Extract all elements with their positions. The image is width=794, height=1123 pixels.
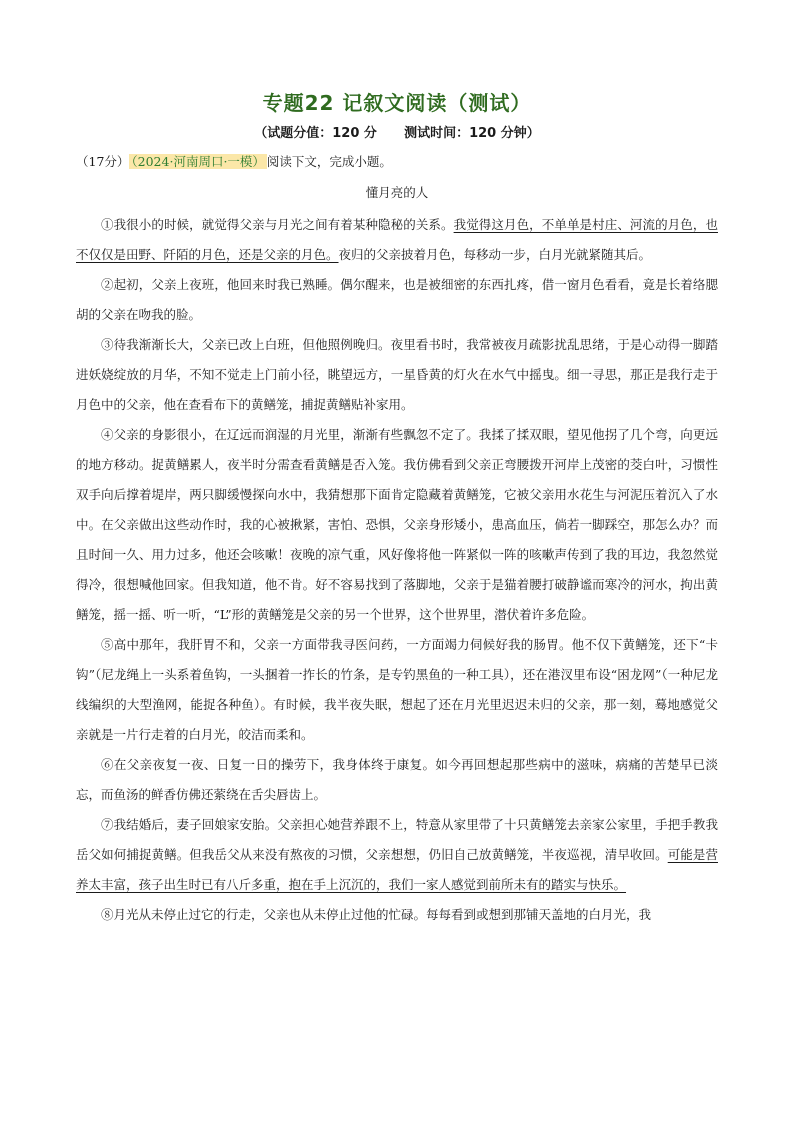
paragraph-7-text: ⑦我结婚后，妻子回娘家安胎。父亲担心她营养跟不上，特意从家里带了十只黄鳝笼去亲家公家里，手把手教我岳父如何捕捉黄鳝。但我岳父从来没有熬夜的习惯，父亲想想，仍旧自己放黄鳝笼，半夜巡视，清早收回。 bbox=[76, 817, 718, 862]
paragraph-8: ⑧月光从未停止过它的行走，父亲也从未停止过他的忙碌。每每看到或想到那铺天盖地的白月光，我 bbox=[101, 907, 652, 922]
document-title: 专题22 记叙文阅读（测试） bbox=[262, 91, 532, 115]
underlined-sentence: 我觉得这月色，不单单是村庄、河流的月色，也不仅仅是田野、阡陌的月色，还是父亲的月色。 bbox=[76, 217, 718, 262]
document-page bbox=[76, 88, 718, 930]
paragraph-4: ④父亲的身影很小，在辽远而润湿的月光里，渐渐有些飘忽不定了。我揉了揉双眼，望见他拐了几个弯，向更远的地方移动。捉黄鳝累人，夜半时分需查看黄鳝是否入笼。我仿佛看到父亲正弯腰拨开河岸上茂密的茭白叶，习惯性双手向后撑着堤岸，两只脚缓慢探向水中，我猜想那下面肯定隐藏着黄鳝笼，它被父亲用水花生与河泥压着沉入了水中。在父亲做出这些动作时，我的心被揪紧，害怕、恐惧，父亲身形矮小，患高血压，倘若一脚踩空，那怎么办？而且时间一久、用力过多，他还会咳嗽！夜晚的凉气重，风好像将他一阵紧似一阵的咳嗽声传到了我的耳边，我忽然觉得冷，很想喊他回家。但我知道，他不肯。好不容易找到了落脚地，父亲于是猫着腰打破静谧而寒冷的河水，拘出黄鳝笼，摇一摇、听一听，“L”形的黄鳝笼是父亲的另一个世界，这个世界里，潜伏着许多危险。 bbox=[76, 427, 718, 622]
paragraph-2: ②起初，父亲上夜班，他回来时我已熟睡。偶尔醒来，也是被细密的东西扎疼，借一窗月色看看，竟是长着络腮胡的父亲在吻我的脸。 bbox=[76, 277, 718, 322]
passage-title: 懂月亮的人 bbox=[365, 185, 429, 200]
source-tag: （2024·河南周口·一模） bbox=[131, 154, 265, 169]
question-header bbox=[76, 152, 718, 172]
paragraph-5: ⑤高中那年，我肝胃不和，父亲一方面带我寻医问药，一方面竭力伺候好我的肠胃。他不仅下黄鳝笼，还下“卡钩”（尼龙绳上一头系着鱼钩，一头捆着一拃长的竹条，是专钓黑鱼的一种工具），还在港汊里布设“困龙网”（一种尼龙线编织的大型渔网，能捉各种鱼）。有时候，我半夜失眠，想起了还在月光里迟迟未归的父亲，那一刻，蓦地感觉父亲就是一片行走着的白月光，皎洁而柔和。 bbox=[76, 637, 718, 742]
question-instruction: 阅读下文，完成小题。 bbox=[266, 154, 392, 169]
question-score: （17分） bbox=[76, 154, 130, 169]
paragraph-1-text: ①我很小的时候，就觉得父亲与月光之间有着某种隐秘的关系。 bbox=[101, 217, 454, 232]
paragraph-7 bbox=[76, 810, 718, 900]
paragraph-1-text-end: 夜归的父亲披着月色，每移动一步，白月光就紧随其后。 bbox=[338, 247, 652, 262]
exam-info: （试题分值：120 分 测试时间：120 分钟） bbox=[254, 126, 540, 141]
paragraph-1 bbox=[76, 210, 718, 270]
underlined-sentence: 可能是营养太丰富，孩子出生时已有八斤多重，抱在手上沉沉的，我们一家人感觉到前所未有的踏实与快乐。 bbox=[76, 847, 718, 892]
paragraph-6: ⑥在父亲夜复一夜、日复一日的操劳下，我身体终于康复。如今再回想起那些病中的滋味，病痛的苦楚早已淡忘，而鱼汤的鲜香仿佛还萦绕在舌尖唇齿上。 bbox=[76, 757, 718, 802]
paragraph-3: ③待我渐渐长大，父亲已改上白班，但他照例晚归。夜里看书时，我常被夜月疏影扰乱思绪，于是心动得一脚踏进妖娆绽放的月华，不知不觉走上门前小径，眺望远方，一星昏黄的灯火在水气中摇曳。细一寻思，那正是我行走于月色中的父亲，他在查看布下的黄鳝笼，捕捉黄鳝贴补家用。 bbox=[76, 337, 718, 412]
